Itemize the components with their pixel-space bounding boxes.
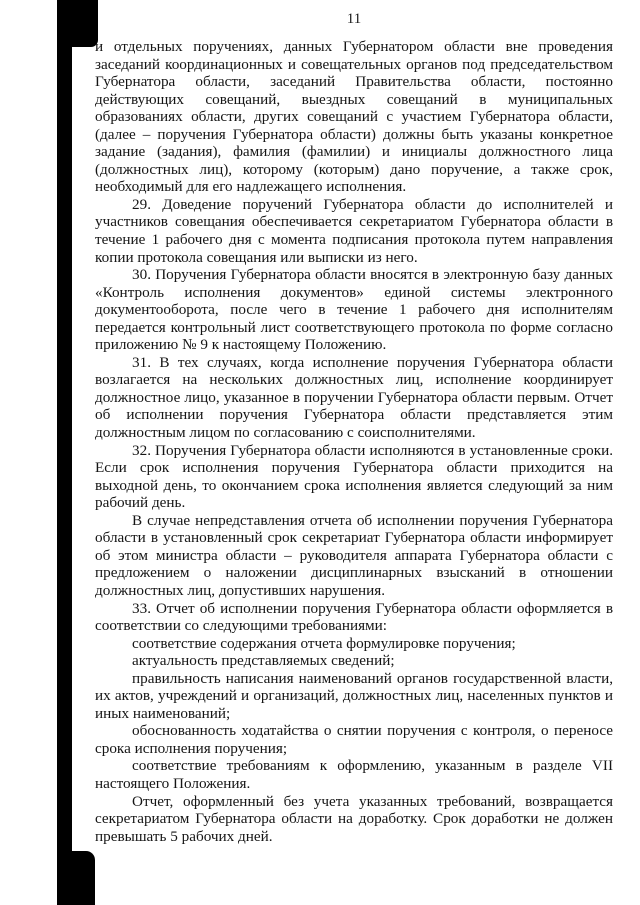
paragraph-requirement-1: соответствие содержания отчета формулировке поручения; [132, 634, 516, 652]
paragraph-item-33: 33. Отчет об исполнении поручения Губернатора области оформляется в соответствии со следующими требованиями: [95, 599, 613, 635]
paragraph-requirement-5: соответствие требованиям к оформлению, указанным в разделе VII настоящего Положения. [95, 757, 613, 792]
paragraph-item-29: 29. Доведение поручений Губернатора области до исполнителей и участников совещания обеспечивается секретариатом Губернатора области в течение 1 рабочего дня с момента подписания протокола путем направления копии протокола совещания или выписки из него. [95, 195, 613, 266]
paragraph-requirement-4: обоснованность ходатайства о снятии поручения с контроля, о переносе срока исполнения поручения; [95, 722, 613, 757]
paragraph-item-30: 30. Поручения Губернатора области вносятся в электронную базу данных «Контроль исполнения документов» единой системы электронного документооборота, после чего в течение 1 рабочего дня исполнителям передается контрольный лист соответствующего протокола по форме согласно приложению № 9 к настоящему Положению. [95, 266, 613, 354]
paragraph-item-31: 31. В тех случаях, когда исполнение поручения Губернатора области возлагается на нескольких должностных лиц, исполнение координирует должностное лицо, указанное в поручении Губернатора области первым. Отчет об исполнении поручения Губернатора области представляется этим должностным лицом по согласованию с соисполнителями. [95, 353, 613, 442]
paragraph-item-33-closing: Отчет, оформленный без учета указанных требований, возвращается секретариатом Губернатора области на доработку. Срок доработки не должен превышать 5 рабочих дней. [95, 792, 613, 845]
scan-artifact-top-left [57, 0, 98, 47]
scan-artifact-bottom-left [57, 851, 95, 905]
paragraph-requirement-2: актуальность представляемых сведений; [132, 652, 395, 670]
document-body [95, 38, 613, 845]
scan-artifact-left-bar [57, 0, 72, 905]
paragraph-item-32-note: В случае непредставления отчета об исполнении поручения Губернатора области в установленный срок секретариат Губернатора области информирует об этом министра области – руководителя аппарата Губернатора области с предложением о наложении дисциплинарных взысканий в отношении должностных лиц, допустивших нарушения. [95, 511, 613, 599]
paragraph-item-32: 32. Поручения Губернатора области исполняются в установленные сроки. Если срок исполнения поручения Губернатора области приходится на выходной день, то окончанием срока исполнения является следующий за ним рабочий день. [95, 441, 613, 512]
paragraph-requirement-3: правильность написания наименований органов государственной власти, их актов, учреждений и организаций, должностных лиц, населенных пунктов и иных наименований; [95, 669, 613, 722]
paragraph-continuation: и отдельных поручениях, данных Губернатором области вне проведения заседаний координационных и совещательных органов под председательством Губернатора области, заседаний Правительства области, постоянно действующих совещаний, выездных совещаний в муниципальных образованиях области, других совещаний с участием Губернатора области, (далее – поручения Губернатора области) должны быть указаны конкретное задание (задания), фамилия (фамилии) и инициалы должностного лица (должностных лиц), которому (которым) дано поручение, а также срок, необходимый для его надлежащего исполнения. [95, 38, 613, 196]
page-number: 11 [346, 11, 362, 27]
